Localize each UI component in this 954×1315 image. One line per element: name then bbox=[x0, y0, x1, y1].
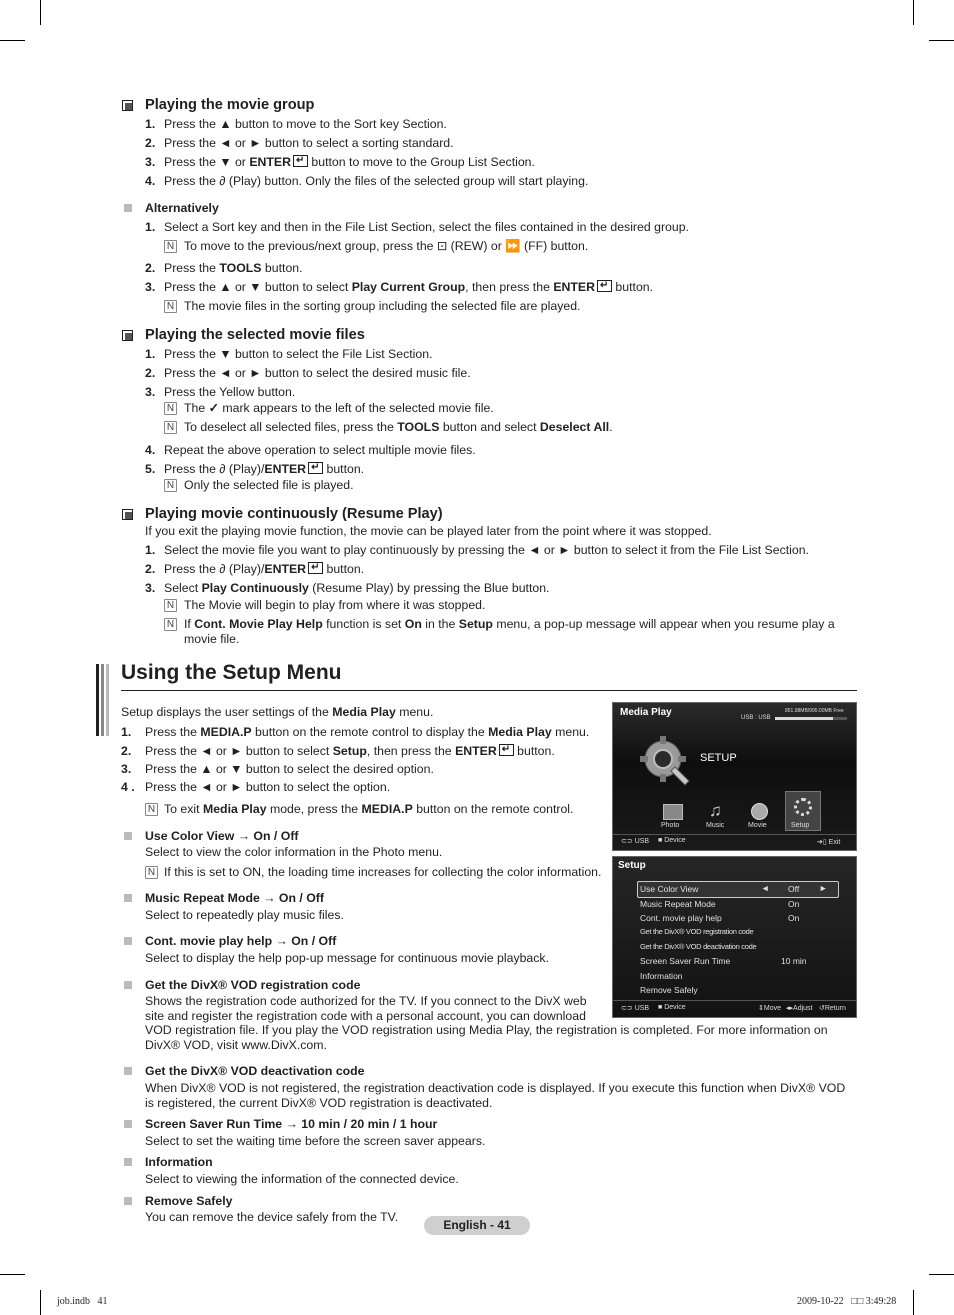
note-icon: N bbox=[145, 803, 158, 816]
step-text: Press the ▲ or ▼ button to select Play Current Group, then press the ENTER↵ button. bbox=[164, 280, 653, 295]
step-text: Repeat the above operation to select multiple movie files. bbox=[164, 443, 476, 457]
title-underline bbox=[121, 690, 857, 691]
step-text: Press the ◄ or ► button to select the option. bbox=[145, 780, 391, 794]
page-number-badge: English - 41 bbox=[424, 1216, 530, 1235]
step-number: 3. bbox=[145, 581, 156, 595]
note-text: To deselect all selected files, press the TOOLS button and select Deselect All. bbox=[184, 420, 613, 434]
step-number: 2. bbox=[145, 136, 156, 150]
step-text: Press the ∂ (Play) button. Only the files of the selected group will start playing. bbox=[164, 174, 589, 188]
note-text: To exit Media Play mode, press the MEDIA.P button on the remote control. bbox=[164, 802, 574, 816]
screen-title: Media Play bbox=[620, 707, 672, 718]
note-icon: N bbox=[164, 479, 177, 492]
menu-row-label[interactable]: Use Color View bbox=[640, 884, 699, 894]
step-number: 2. bbox=[145, 261, 156, 275]
step-text: Press the Yellow button. bbox=[164, 385, 296, 399]
checkmark-icon: ✓ bbox=[208, 401, 219, 415]
footer-usb: ⊂⊃ USB bbox=[621, 1005, 650, 1012]
step-number: 4 . bbox=[121, 780, 135, 794]
item-desc-part: Shows the registration code authorized for the TV. If you connect to the DivX web site and register the registration code with a personal account, you can download bbox=[145, 994, 587, 1023]
footer-adjust: ◂▸Adjust bbox=[786, 1005, 813, 1012]
step-text: Press the ▲ or ▼ button to select the desired option. bbox=[145, 762, 434, 776]
note-icon: N bbox=[164, 599, 177, 612]
step-number: 1. bbox=[145, 543, 156, 557]
storage-bar-fill bbox=[775, 717, 833, 720]
title-bar-accent bbox=[101, 664, 104, 736]
note-icon: N bbox=[164, 618, 177, 631]
item-desc: VOD registration file. If you play the VOD registration using Media Play, the registration is completed. For more information on DivX® VOD, visit www.DivX.com. bbox=[145, 1023, 828, 1052]
icon-label: Music bbox=[706, 822, 725, 829]
menu-row-label[interactable]: Get the DivX® VOD deactivation code bbox=[640, 942, 757, 951]
icon-label: Setup bbox=[791, 822, 810, 829]
step-number: 1. bbox=[121, 725, 132, 739]
step-number: 2. bbox=[145, 562, 156, 576]
icon-label: Movie bbox=[748, 822, 767, 829]
media-play-screenshot bbox=[612, 702, 857, 851]
step-number: 3. bbox=[145, 155, 156, 169]
heading-checkbox-icon bbox=[122, 509, 133, 520]
section-heading: Playing movie continuously (Resume Play) bbox=[145, 506, 443, 522]
step-text: Select Play Continuously (Resume Play) by pressing the Blue button. bbox=[164, 581, 550, 595]
bullet-square-icon bbox=[124, 1067, 132, 1075]
step-text: Press the ▲ button to move to the Sort key Section. bbox=[164, 117, 447, 131]
step-text: Press the ◄ or ► button to select Setup, then press the ENTER↵ button. bbox=[145, 744, 555, 759]
step-number: 3. bbox=[121, 762, 132, 776]
bullet-square-icon bbox=[124, 1197, 132, 1205]
setup-gear-icon bbox=[639, 733, 693, 787]
section-heading: Playing the movie group bbox=[145, 97, 315, 113]
heading-checkbox-icon bbox=[122, 100, 133, 111]
bullet-square-icon bbox=[124, 981, 132, 989]
section-heading: Playing the selected movie files bbox=[145, 327, 365, 343]
note-icon: N bbox=[145, 866, 158, 879]
bullet-square-icon bbox=[124, 1158, 132, 1166]
menu-row-label[interactable]: Cont. movie play help bbox=[640, 913, 722, 923]
enter-icon bbox=[308, 562, 323, 574]
bullet-square-icon bbox=[124, 204, 132, 212]
bullet-square-icon bbox=[124, 937, 132, 945]
center-label: SETUP bbox=[700, 752, 737, 764]
item-desc: You can remove the device safely from the TV. bbox=[145, 1210, 399, 1224]
crop-mark bbox=[929, 40, 954, 41]
footer-move: ⇕Move bbox=[758, 1005, 781, 1012]
crop-mark bbox=[929, 1274, 954, 1275]
storage-bar bbox=[775, 717, 847, 720]
enter-icon bbox=[308, 462, 323, 474]
note-text: If Cont. Movie Play Help function is set On in the Setup menu, a pop-up message will appear when you resume play a movie file. bbox=[184, 617, 835, 646]
item-desc: Select to display the help pop-up message for continuous movie playback. bbox=[145, 951, 549, 965]
step-text: Press the ▼ or ENTER↵ button to move to the Group List Section. bbox=[164, 155, 535, 170]
screen-title: Setup bbox=[618, 860, 646, 871]
note-text: The Movie will begin to play from where it was stopped. bbox=[184, 598, 486, 612]
menu-row-value: On bbox=[788, 913, 800, 923]
step-text: Press the ◄ or ► button to select the desired music file. bbox=[164, 366, 471, 380]
enter-icon bbox=[293, 155, 308, 167]
item-heading: Screen Saver Run Time → 10 min / 20 min / 1 hour bbox=[145, 1117, 438, 1131]
photo-icon[interactable] bbox=[663, 804, 683, 820]
menu-row-value: On bbox=[788, 899, 800, 909]
icon-label: Photo bbox=[661, 822, 680, 829]
setup-screenshot bbox=[612, 856, 857, 1018]
item-heading: Music Repeat Mode → On / Off bbox=[145, 891, 325, 905]
footer-exit: ➔▯ Exit bbox=[817, 839, 841, 846]
note-icon: N bbox=[164, 240, 177, 253]
bullet-square-icon bbox=[124, 1120, 132, 1128]
note-icon: N bbox=[164, 421, 177, 434]
step-number: 1. bbox=[145, 220, 156, 234]
step-text: Select the movie file you want to play continuously by pressing the ◄ or ► button to select it from the File List Section. bbox=[164, 543, 809, 557]
print-file-info: job.indb 41 bbox=[57, 1296, 108, 1307]
step-number: 2. bbox=[145, 366, 156, 380]
note-text: Only the selected file is played. bbox=[184, 478, 354, 492]
subheading: Alternatively bbox=[145, 201, 219, 215]
storage-free: 851.98MB/995.00MB Free bbox=[785, 708, 844, 714]
usb-label: USB : USB bbox=[741, 715, 771, 721]
menu-row-value: Off bbox=[788, 884, 800, 894]
title-bar-accent bbox=[106, 664, 109, 736]
item-heading: Get the DivX® VOD registration code bbox=[145, 978, 361, 992]
item-desc: Select to set the waiting time before the screen saver appears. bbox=[145, 1134, 486, 1148]
menu-row-label[interactable]: Music Repeat Mode bbox=[640, 899, 716, 909]
crop-mark bbox=[913, 0, 914, 25]
footer-usb: ⊂⊃ USB bbox=[621, 838, 650, 845]
note-text: If this is set to ON, the loading time increases for collecting the color information. bbox=[164, 865, 602, 879]
page-title: Using the Setup Menu bbox=[121, 661, 342, 684]
step-text: Press the MEDIA.P button on the remote control to display the Media Play menu. bbox=[145, 725, 590, 739]
note-icon: N bbox=[164, 402, 177, 415]
footer-return: ↺Return bbox=[819, 1005, 846, 1012]
menu-row-label[interactable]: Remove Safely bbox=[640, 985, 698, 995]
step-text: Press the ◄ or ► button to select a sorting standard. bbox=[164, 136, 454, 150]
print-date-info: 2009-10-22 □□ 3:49:28 bbox=[797, 1296, 897, 1307]
paragraph: If you exit the playing movie function, the movie can be played later from the point where it was stopped. bbox=[145, 524, 712, 538]
step-number: 4. bbox=[145, 174, 156, 188]
item-desc: When DivX® VOD is not registered, the registration deactivation code is displayed. If you execute this function when DivX® VOD is registered, the current DivX® VOD registration is deactivated. bbox=[145, 1081, 846, 1110]
enter-icon bbox=[499, 744, 514, 756]
crop-mark bbox=[0, 40, 25, 41]
menu-row-label[interactable]: Information bbox=[640, 971, 683, 981]
paragraph: Setup displays the user settings of the Media Play menu. bbox=[121, 705, 434, 719]
item-heading: Use Color View → On / Off bbox=[145, 829, 299, 843]
step-number: 5. bbox=[145, 462, 156, 476]
footer-device: ■ Device bbox=[658, 837, 686, 844]
item-heading: Remove Safely bbox=[145, 1194, 233, 1208]
item-heading: Cont. movie play help → On / Off bbox=[145, 934, 337, 948]
note-text: The ✓ mark appears to the left of the selected movie file. bbox=[184, 401, 494, 415]
step-text: Press the ∂ (Play)/ENTER↵ button. bbox=[164, 562, 364, 577]
step-number: 3. bbox=[145, 385, 156, 399]
step-text: Select a Sort key and then in the File List Section, select the files contained in the desired group. bbox=[164, 220, 689, 234]
item-desc: Select to viewing the information of the connected device. bbox=[145, 1172, 459, 1186]
item-heading: Get the DivX® VOD deactivation code bbox=[145, 1064, 365, 1078]
bullet-square-icon bbox=[124, 832, 132, 840]
note-text: To move to the previous/next group, press the ⊡ (REW) or ⏩ (FF) button. bbox=[184, 239, 589, 253]
step-number: 4. bbox=[145, 443, 156, 457]
title-bar-accent bbox=[96, 664, 99, 736]
footer-divider bbox=[613, 1000, 856, 1001]
bullet-square-icon bbox=[124, 894, 132, 902]
enter-icon bbox=[597, 280, 612, 292]
footer-divider bbox=[613, 834, 856, 835]
step-number: 1. bbox=[145, 117, 156, 131]
gear-icon bbox=[794, 798, 812, 816]
note-text: The movie files in the sorting group including the selected file are played. bbox=[184, 299, 581, 313]
right-arrow-icon[interactable]: ► bbox=[819, 883, 828, 893]
crop-mark bbox=[40, 1290, 41, 1315]
item-desc: Select to repeatedly play music files. bbox=[145, 908, 344, 922]
left-arrow-icon[interactable]: ◄ bbox=[761, 883, 770, 893]
menu-row-label[interactable]: Get the DivX® VOD registration code bbox=[640, 927, 754, 936]
item-desc: Select to view the color information in the Photo menu. bbox=[145, 845, 443, 859]
menu-row-label[interactable]: Screen Saver Run Time bbox=[640, 956, 731, 966]
crop-mark bbox=[40, 0, 41, 25]
step-number: 3. bbox=[145, 280, 156, 294]
step-number: 1. bbox=[145, 347, 156, 361]
step-text: Press the TOOLS button. bbox=[164, 261, 303, 275]
crop-mark bbox=[913, 1290, 914, 1315]
item-heading: Information bbox=[145, 1155, 213, 1169]
heading-checkbox-icon bbox=[122, 330, 133, 341]
movie-icon[interactable] bbox=[751, 803, 768, 820]
footer-device: ■ Device bbox=[658, 1004, 686, 1011]
step-text: Press the ∂ (Play)/ENTER↵ button. bbox=[164, 462, 364, 477]
step-number: 2. bbox=[121, 744, 132, 758]
step-text: Press the ▼ button to select the File List Section. bbox=[164, 347, 433, 361]
menu-row-value: 10 min bbox=[781, 956, 807, 966]
note-icon: N bbox=[164, 300, 177, 313]
crop-mark bbox=[0, 1274, 25, 1275]
music-icon[interactable]: ♫ bbox=[709, 801, 722, 820]
